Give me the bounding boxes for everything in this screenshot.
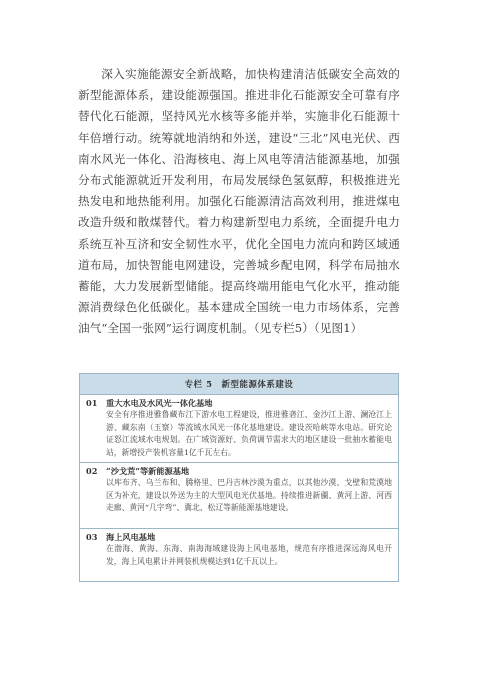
column-item-body: 在渤海、黄海、东海、南海海域建设海上风电基地，规范有序推进深远海风电开发，海上风电累计并网装机规模达到1亿千瓦以上。 xyxy=(106,544,392,566)
column-item-02 xyxy=(80,463,398,529)
column-item-heading xyxy=(86,465,392,477)
column-item-body: 安全有序推进雅鲁藏布江下游水电工程建设，推进雅砻江、金沙江上游、澜沧江上游、藏东南（玉察）等流域水风光一体化基地建设。建设茨哈峡等水电站。研究论证怒江流域水电规划。在广域资源好、负荷调节需求大的地区建设一批抽水蓄能电站，新增投产装机容量1亿千瓦左右。 xyxy=(106,410,392,457)
body-paragraph: 深入实施能源安全新战略，加快构建清洁低碳安全高效的新型能源体系，建设能源强国。推进非化石能源安全可靠有序替代化石能源，坚持风光水核等多能并举，实施非化石能源十年倍增行动。统筹就地消纳和外送，建设“三北”风电光伏、西南水风光一体化、沿海核电、海上风电等清洁能源基地，加强分布式能源就近开发利用，布局发展绿色氢氨醇，积极推进光热发电和地热能利用。加强化石能源清洁高效利用，推进煤电改造升级和散煤替代。着力构建新型电力系统，全面提升电力系统互补互济和安全韧性水平，优化全国电力流向和跨区域通道布局，加快智能电网建设，完善城乡配电网，科学布局抽水蓄能，大力发展新型储能。提高终端用能电气化水平，推动能源消费绿色化低碳化。基本建成全国统一电力市场体系，完善油气“全国一张网”运行调度机制。（见专栏5）（见图1） xyxy=(78,67,400,336)
column-item-number: 01 xyxy=(86,398,98,408)
column-item-heading xyxy=(86,397,392,409)
column-item-number: 03 xyxy=(86,532,98,542)
column-box xyxy=(79,373,399,582)
column-item-body: 以库布齐、乌兰布和、腾格里、巴丹吉林沙漠为重点，以其他沙漠、戈壁和荒漠地区为补充，建设以外送为主的大型风电光伏基地。持续推进新疆、黄河上游、河西走廊、黄河“几字弯”、冀北、松辽等新能源基地建设。 xyxy=(106,478,392,513)
column-item-01 xyxy=(80,395,398,463)
column-item-number: 02 xyxy=(86,466,98,476)
column-item-title: 海上风电基地 xyxy=(106,532,156,542)
column-item-heading xyxy=(86,531,392,543)
column-item-title: “沙戈荒”等新能源基地 xyxy=(106,466,190,476)
column-box-title: 专栏 5 新型能源体系建设 xyxy=(80,374,398,395)
column-item-03 xyxy=(80,529,398,582)
column-item-title: 重大水电及水风光一体化基地 xyxy=(106,398,213,408)
